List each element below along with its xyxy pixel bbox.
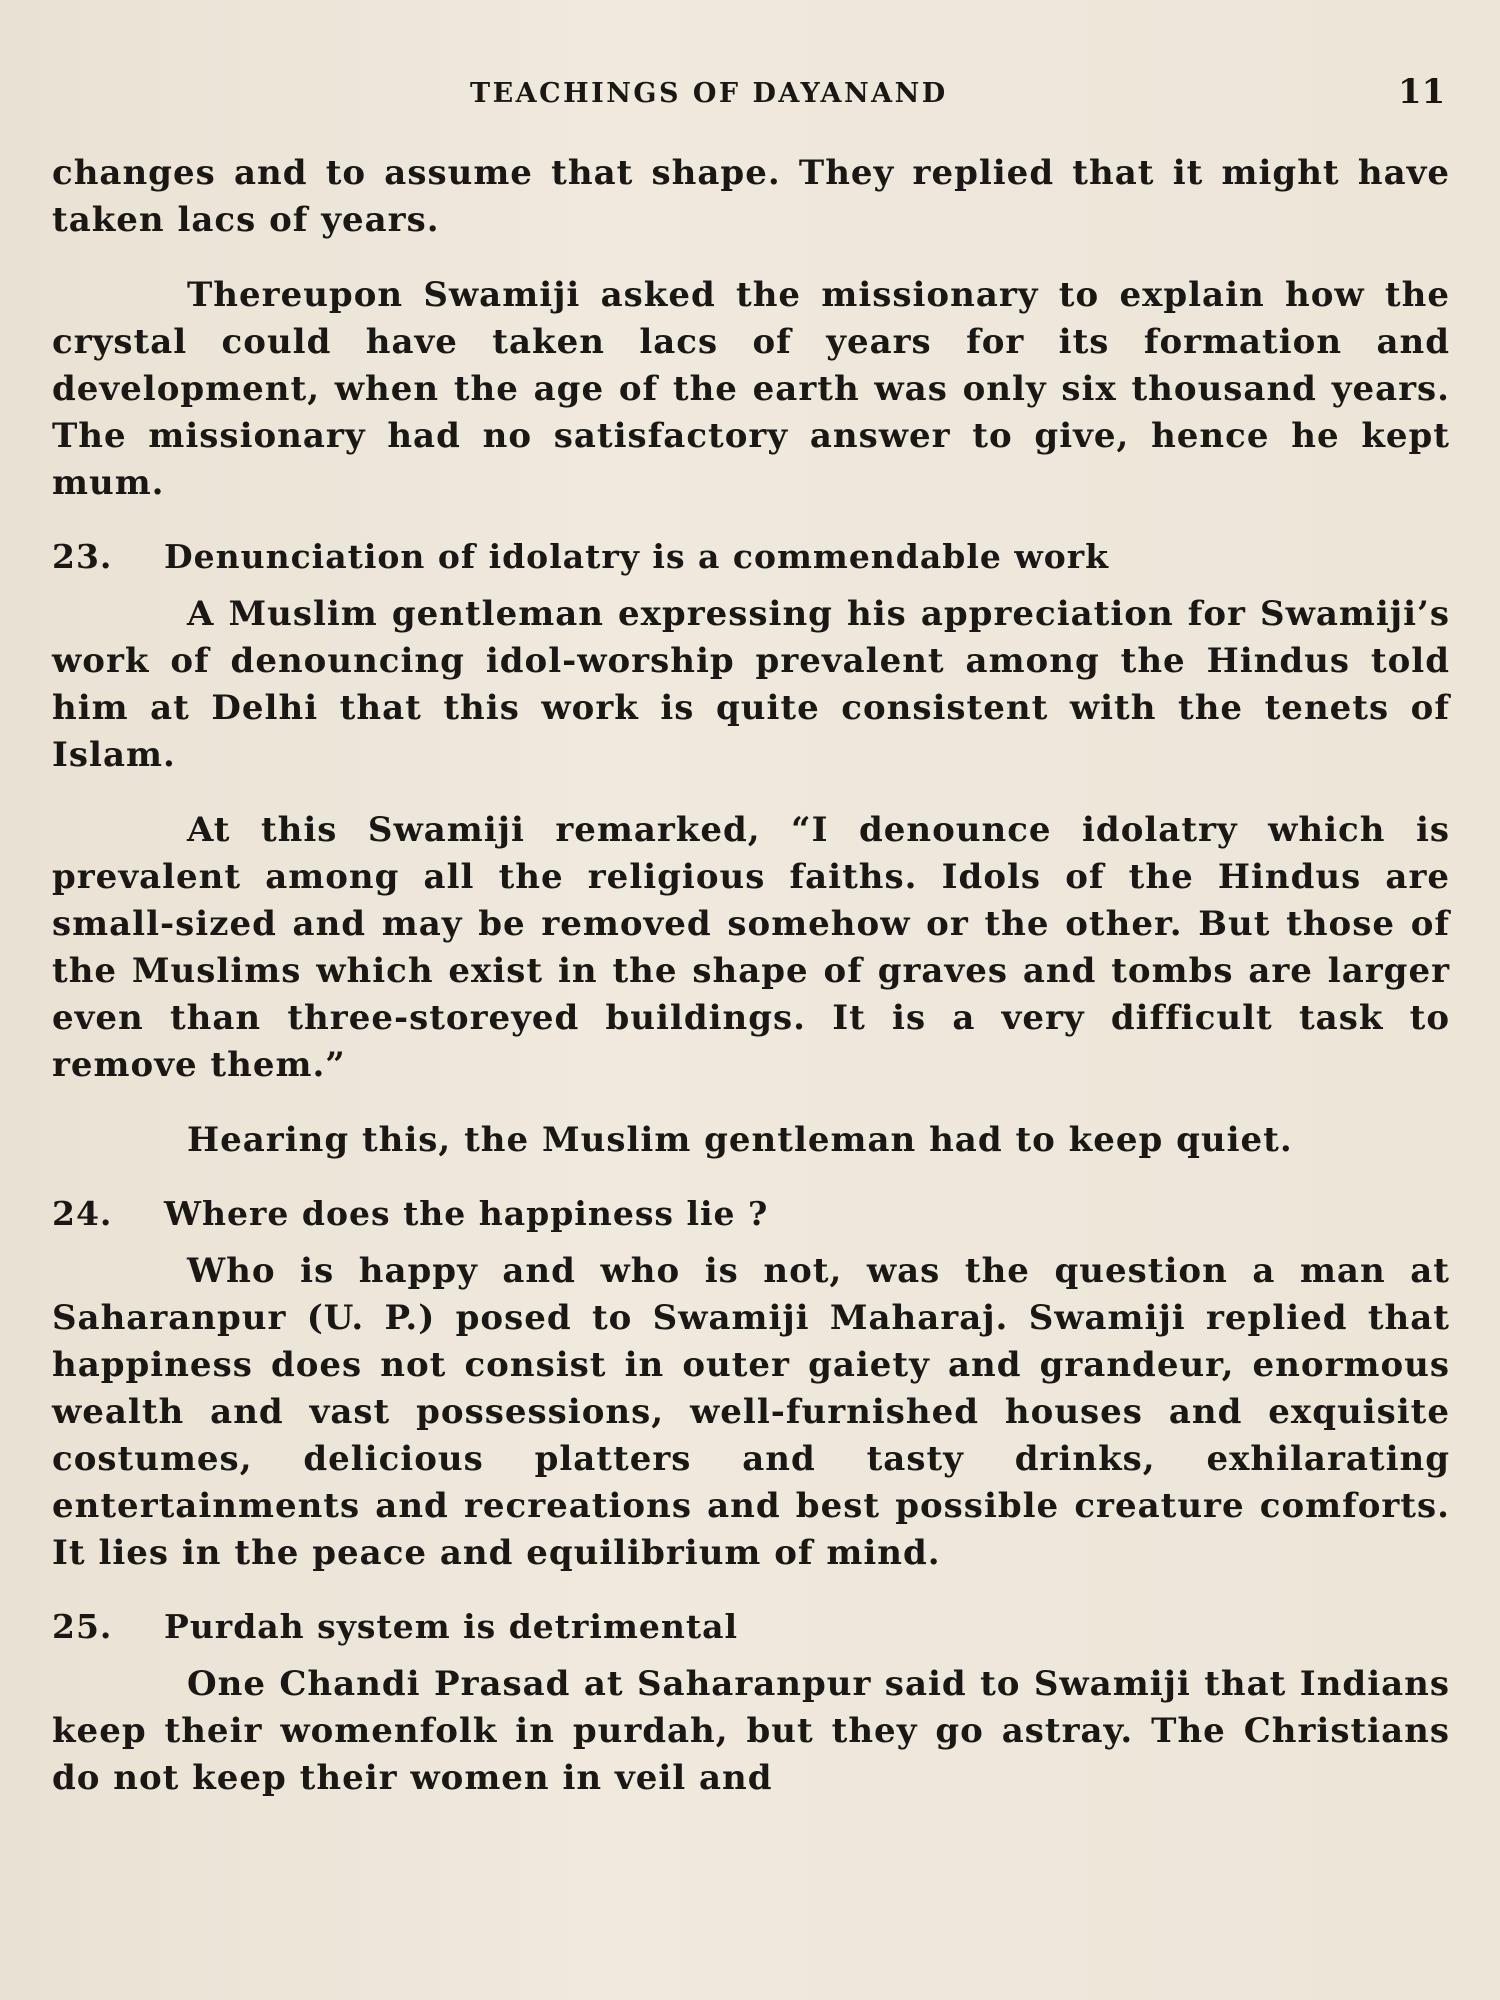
section-heading-25 [52,1605,1450,1649]
paragraph: Who is happy and who is not, was the question a man at Saharanpur (U. P.) posed to Swamiji Maharaj. Swamiji replied that happiness does not consist in outer gaiety and grandeur, enormous wealth and vast possessions, well-furnished houses and exquisite costumes, delicious platters and tasty drinks, exhilarating entertainments and recreations and best possible creature comforts. It lies in the peace and equilibrium of mind. [52,1251,1450,1573]
paragraph: Hearing this, the Muslim gentleman had to keep quiet. [187,1120,1293,1160]
section-title: Denunciation of idolatry is a commendable work [164,537,1110,576]
section-number: 25. [52,1607,113,1646]
section-title: Purdah system is detrimental [164,1607,739,1646]
section-heading-24 [52,1192,1450,1236]
page-body [52,150,1450,1830]
page-number: 11 [1398,72,1446,112]
section-heading-23 [52,535,1450,579]
paragraph: changes and to assume that shape. They replied that it might have taken lacs of years. [52,153,1450,240]
paragraph: At this Swamiji remarked, “I denounce idolatry which is prevalent among all the religious faiths. Idols of the Hindus are small-sized and may be removed somehow or the other. But those of the Muslims which exist in the shape of graves and tombs are larger even than three-storeyed buildings. It is a very difficult task to remove them.” [52,810,1450,1085]
paragraph: Thereupon Swamiji asked the missionary to explain how the crystal could have taken lacs of years for its formation and development, when the age of the earth was only six thousand years. The missionary had no satisfactory answer to give, hence he kept mum. [52,275,1450,503]
running-header: TEACHINGS OF DAYANAND [470,78,948,109]
paragraph: One Chandi Prasad at Saharanpur said to Swamiji that Indians keep their womenfolk in purdah, but they go astray. The Christians do not keep their women in veil and [52,1664,1450,1798]
section-title: Where does the happiness lie ? [164,1194,769,1233]
section-number: 24. [52,1194,113,1233]
paragraph: A Muslim gentleman expressing his appreciation for Swamiji’s work of denouncing idol-worship prevalent among the Hindus told him at Delhi that this work is quite consistent with the tenets of Islam. [52,594,1450,775]
section-number: 23. [52,537,113,576]
